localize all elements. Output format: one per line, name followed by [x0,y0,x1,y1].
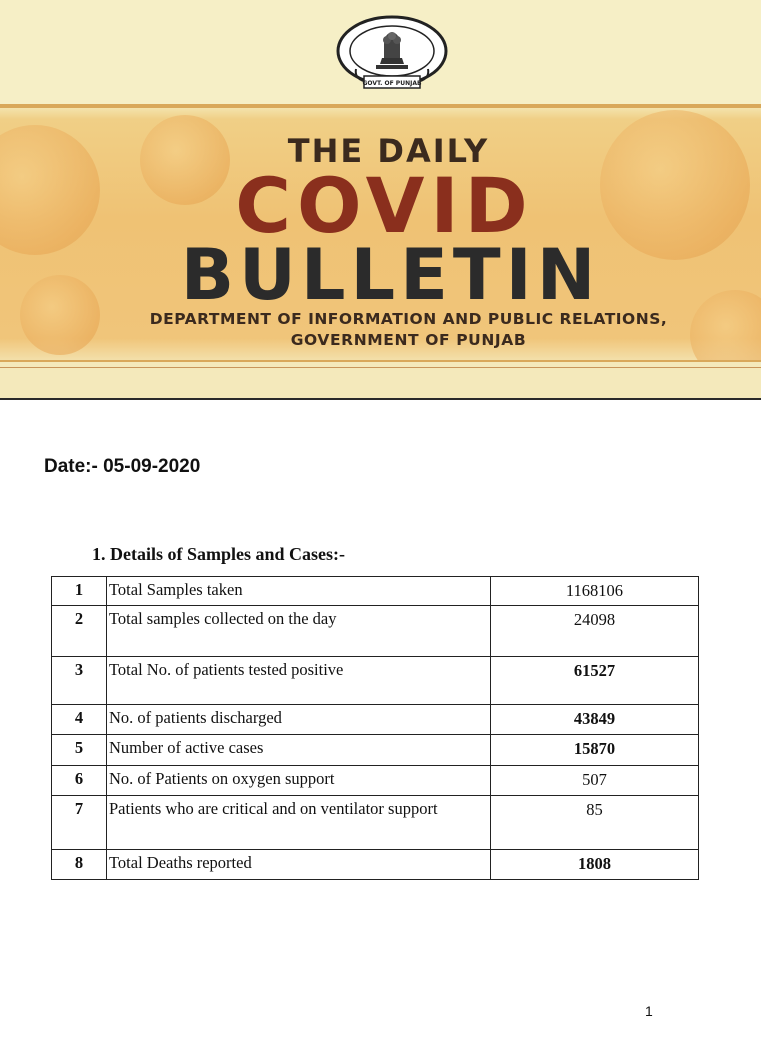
title-covid: COVID [235,161,534,250]
row-label: Total No. of patients tested positive [107,657,491,705]
samples-cases-table [51,576,699,880]
banner-divider-bottom [0,360,761,362]
table-row [52,766,699,796]
row-value: 43849 [491,705,699,735]
table-row [52,850,699,880]
row-value: 1808 [491,850,699,880]
table-row [52,735,699,766]
table-row [52,796,699,850]
row-label: No. of Patients on oxygen support [107,766,491,796]
bulletin-banner [0,0,761,400]
emblem-label: GOVT. OF PUNJAB [362,80,422,87]
section-title: 1. Details of Samples and Cases:- [92,544,346,564]
row-value: 61527 [491,657,699,705]
row-label: Total samples collected on the day [107,606,491,657]
row-number: 2 [52,606,107,657]
row-number: 5 [52,735,107,766]
row-value: 15870 [491,735,699,766]
table-row [52,657,699,705]
banner-divider-top [0,104,761,108]
row-label: Number of active cases [107,735,491,766]
row-number: 6 [52,766,107,796]
banner-divider-bottom-thin [0,367,761,368]
title-bulletin: BULLETIN [180,234,601,316]
government-name: GOVERNMENT OF PUNJAB [290,331,527,349]
page-number: 1 [645,1003,653,1019]
title-the-daily: THE DAILY [287,132,490,170]
row-number: 8 [52,850,107,880]
row-label: Patients who are critical and on ventilator support [107,796,491,850]
row-label: No. of patients discharged [107,705,491,735]
table-row [52,577,699,606]
table-row [52,705,699,735]
row-value: 24098 [491,606,699,657]
department-name: DEPARTMENT OF INFORMATION AND PUBLIC RELATIONS, [149,310,668,328]
row-number: 7 [52,796,107,850]
row-number: 3 [52,657,107,705]
row-label: Total Samples taken [107,577,491,606]
banner-bottom-band [0,360,761,398]
row-label: Total Deaths reported [107,850,491,880]
row-number: 1 [52,577,107,606]
state-emblem-icon [336,14,448,92]
row-value: 85 [491,796,699,850]
table-row [52,606,699,657]
row-value: 507 [491,766,699,796]
row-value: 1168106 [491,577,699,606]
row-number: 4 [52,705,107,735]
bulletin-date: Date:- 05-09-2020 [44,456,201,477]
